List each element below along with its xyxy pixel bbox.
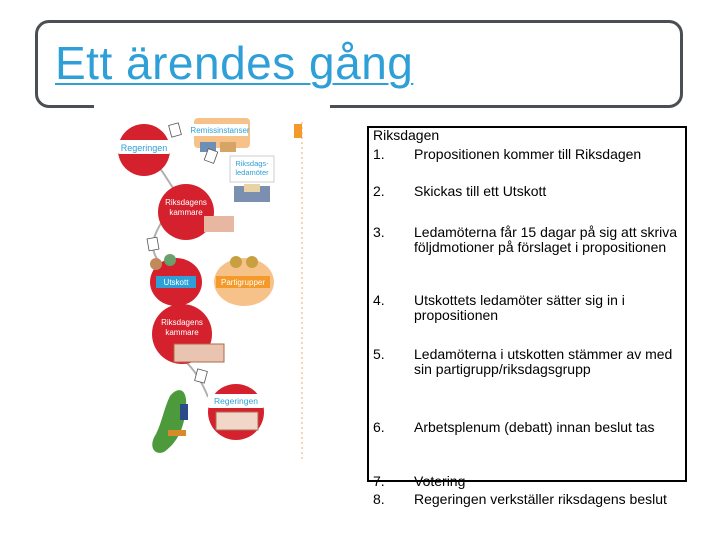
step-text: Votering bbox=[414, 473, 466, 489]
partigrupper-node bbox=[214, 256, 274, 306]
step-number: 8. bbox=[373, 491, 385, 507]
svg-text:ledamöter: ledamöter bbox=[235, 168, 269, 177]
marker-icon bbox=[294, 124, 302, 138]
riksdagens-kammare-1-node bbox=[158, 184, 234, 240]
riksdagsledamoter-node bbox=[230, 156, 274, 202]
svg-text:Riksdags-: Riksdags- bbox=[235, 159, 269, 168]
svg-text:Utskott: Utskott bbox=[163, 278, 189, 287]
remissinstanser-node bbox=[190, 118, 250, 152]
step-text: Propositionen kommer till Riksdagen bbox=[414, 146, 642, 162]
step-number: 5. bbox=[373, 346, 385, 362]
process-diagram bbox=[108, 112, 320, 462]
step-text: Ledamöterna i utskotten stämmer av med sin partigrupp/riksdagsgrupp bbox=[414, 346, 673, 377]
svg-text:Regeringen: Regeringen bbox=[214, 396, 258, 406]
svg-text:kammare: kammare bbox=[165, 328, 199, 337]
svg-text:Partigrupper: Partigrupper bbox=[220, 278, 266, 287]
step-text: Ledamöterna får 15 dagar på sig att skriva följdmotioner på förslaget i propositionen bbox=[414, 224, 678, 255]
process-heading: Riksdagen bbox=[373, 127, 440, 143]
svg-text:Riksdagens: Riksdagens bbox=[165, 198, 207, 207]
step-number: 3. bbox=[373, 224, 385, 240]
step-number: 7. bbox=[373, 473, 385, 489]
regeringen-bottom-node bbox=[208, 384, 264, 440]
svg-text:Riksdagens: Riksdagens bbox=[161, 318, 203, 327]
step-number: 6. bbox=[373, 419, 385, 435]
regeringen-top-node bbox=[118, 124, 170, 176]
step-text: Regeringen verkställer riksdagens beslut bbox=[414, 491, 667, 507]
page-title: Ett ärendes gång bbox=[55, 37, 414, 89]
svg-text:Remissinstanser: Remissinstanser bbox=[190, 126, 250, 135]
step-number: 4. bbox=[373, 292, 385, 308]
utskott-node bbox=[150, 254, 202, 306]
step-number: 2. bbox=[373, 183, 385, 199]
step-text: Skickas till ett Utskott bbox=[414, 183, 547, 199]
step-text: Arbetsplenum (debatt) innan beslut tas bbox=[414, 419, 655, 435]
step-text: Utskottets ledamöter sätter sig in i propositionen bbox=[414, 292, 625, 323]
riksdagens-kammare-2-node bbox=[152, 304, 224, 364]
svg-text:Regeringen: Regeringen bbox=[120, 143, 168, 153]
step-number: 1. bbox=[373, 146, 385, 162]
svg-text:kammare: kammare bbox=[169, 208, 203, 217]
sweden-map bbox=[152, 390, 188, 453]
